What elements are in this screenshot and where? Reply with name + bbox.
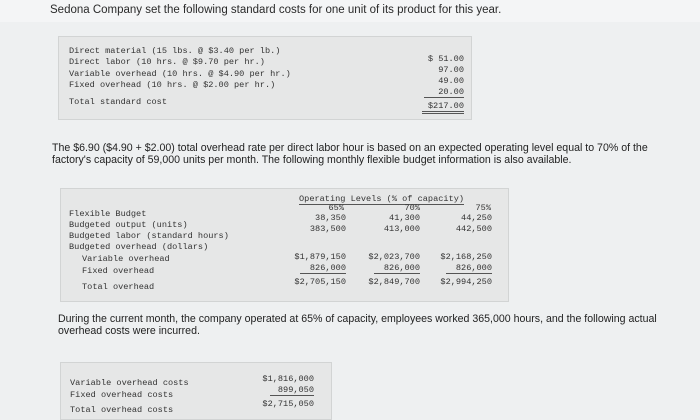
budget-cell: $1,879,150 xyxy=(294,252,346,262)
std-row-amount: $ 51.00 xyxy=(427,54,464,64)
actual-row-label: Variable overhead costs xyxy=(70,378,189,388)
overhead-rate-paragraph: The $6.90 ($4.90 + $2.00) total overhead rate per direct labor hour is based on an expected operating level equal to 70% of the factory's capacity of 59,000 units per month. The following monthly flexible budget information is also available. xyxy=(52,142,648,166)
budget-cell: 826,000 xyxy=(300,263,346,274)
budget-cell: 38,350 xyxy=(315,213,346,223)
level-column-65: 65% xyxy=(328,203,344,213)
std-total-amount: $217.00 xyxy=(422,101,464,114)
actual-row-amount: $1,816,000 xyxy=(262,374,314,384)
actual-total-label: Total overhead costs xyxy=(70,405,174,415)
budget-cell: 826,000 xyxy=(446,263,492,274)
budget-cell: 826,000 xyxy=(374,263,420,274)
std-row-amount: 97.00 xyxy=(438,65,464,75)
budget-row-label: Fixed overhead xyxy=(82,266,155,276)
std-row-label: Direct labor (10 hrs. @ $9.70 per hr.) xyxy=(69,57,265,67)
budget-total-cell: $2,849,700 xyxy=(368,277,420,287)
problem-heading: Sedona Company set the following standard costs for one unit of its product for this year. xyxy=(50,4,502,16)
budget-cell: 44,250 xyxy=(461,213,492,223)
budget-cell: 41,300 xyxy=(389,213,420,223)
actual-total-amount: $2,715,050 xyxy=(262,399,314,409)
std-row-amount: 49.00 xyxy=(438,76,464,86)
budget-row-label: Variable overhead xyxy=(82,254,170,264)
budget-row-label: Budgeted labor (standard hours) xyxy=(69,231,229,241)
operating-levels-header: Operating Levels (% of capacity) xyxy=(299,194,465,204)
level-column-70: 70% xyxy=(404,203,420,213)
std-row-label: Variable overhead (10 hrs. @ $4.90 per hr.) xyxy=(69,69,291,79)
actual-row-amount: 899,050 xyxy=(270,385,314,396)
budget-row-label: Budgeted overhead (dollars) xyxy=(69,242,209,252)
actual-costs-paragraph: During the current month, the company operated at 65% of capacity, employees worked 365,000 hours, and the following actual overhead costs were incurred. xyxy=(58,313,657,337)
std-row-label: Direct material (15 lbs. @ $3.40 per lb.) xyxy=(69,46,281,56)
flexible-budget-title: Flexible Budget xyxy=(69,209,147,219)
budget-cell: 442,500 xyxy=(455,224,492,234)
budget-total-label: Total overhead xyxy=(82,282,155,292)
budget-total-cell: $2,705,150 xyxy=(294,277,346,287)
budget-row-label: Budgeted output (units) xyxy=(69,220,188,230)
budget-total-cell: $2,994,250 xyxy=(440,277,492,287)
std-row-label: Fixed overhead (10 hrs. @ $2.00 per hr.) xyxy=(69,80,276,90)
budget-cell: $2,023,700 xyxy=(368,252,420,262)
budget-cell: $2,168,250 xyxy=(440,252,492,262)
budget-cell: 383,500 xyxy=(309,224,346,234)
std-total-label: Total standard cost xyxy=(69,97,167,107)
level-column-75: 75% xyxy=(475,203,491,213)
std-row-amount: 20.00 xyxy=(424,87,464,98)
actual-row-label: Fixed overhead costs xyxy=(70,390,174,400)
budget-cell: 413,000 xyxy=(383,224,420,234)
